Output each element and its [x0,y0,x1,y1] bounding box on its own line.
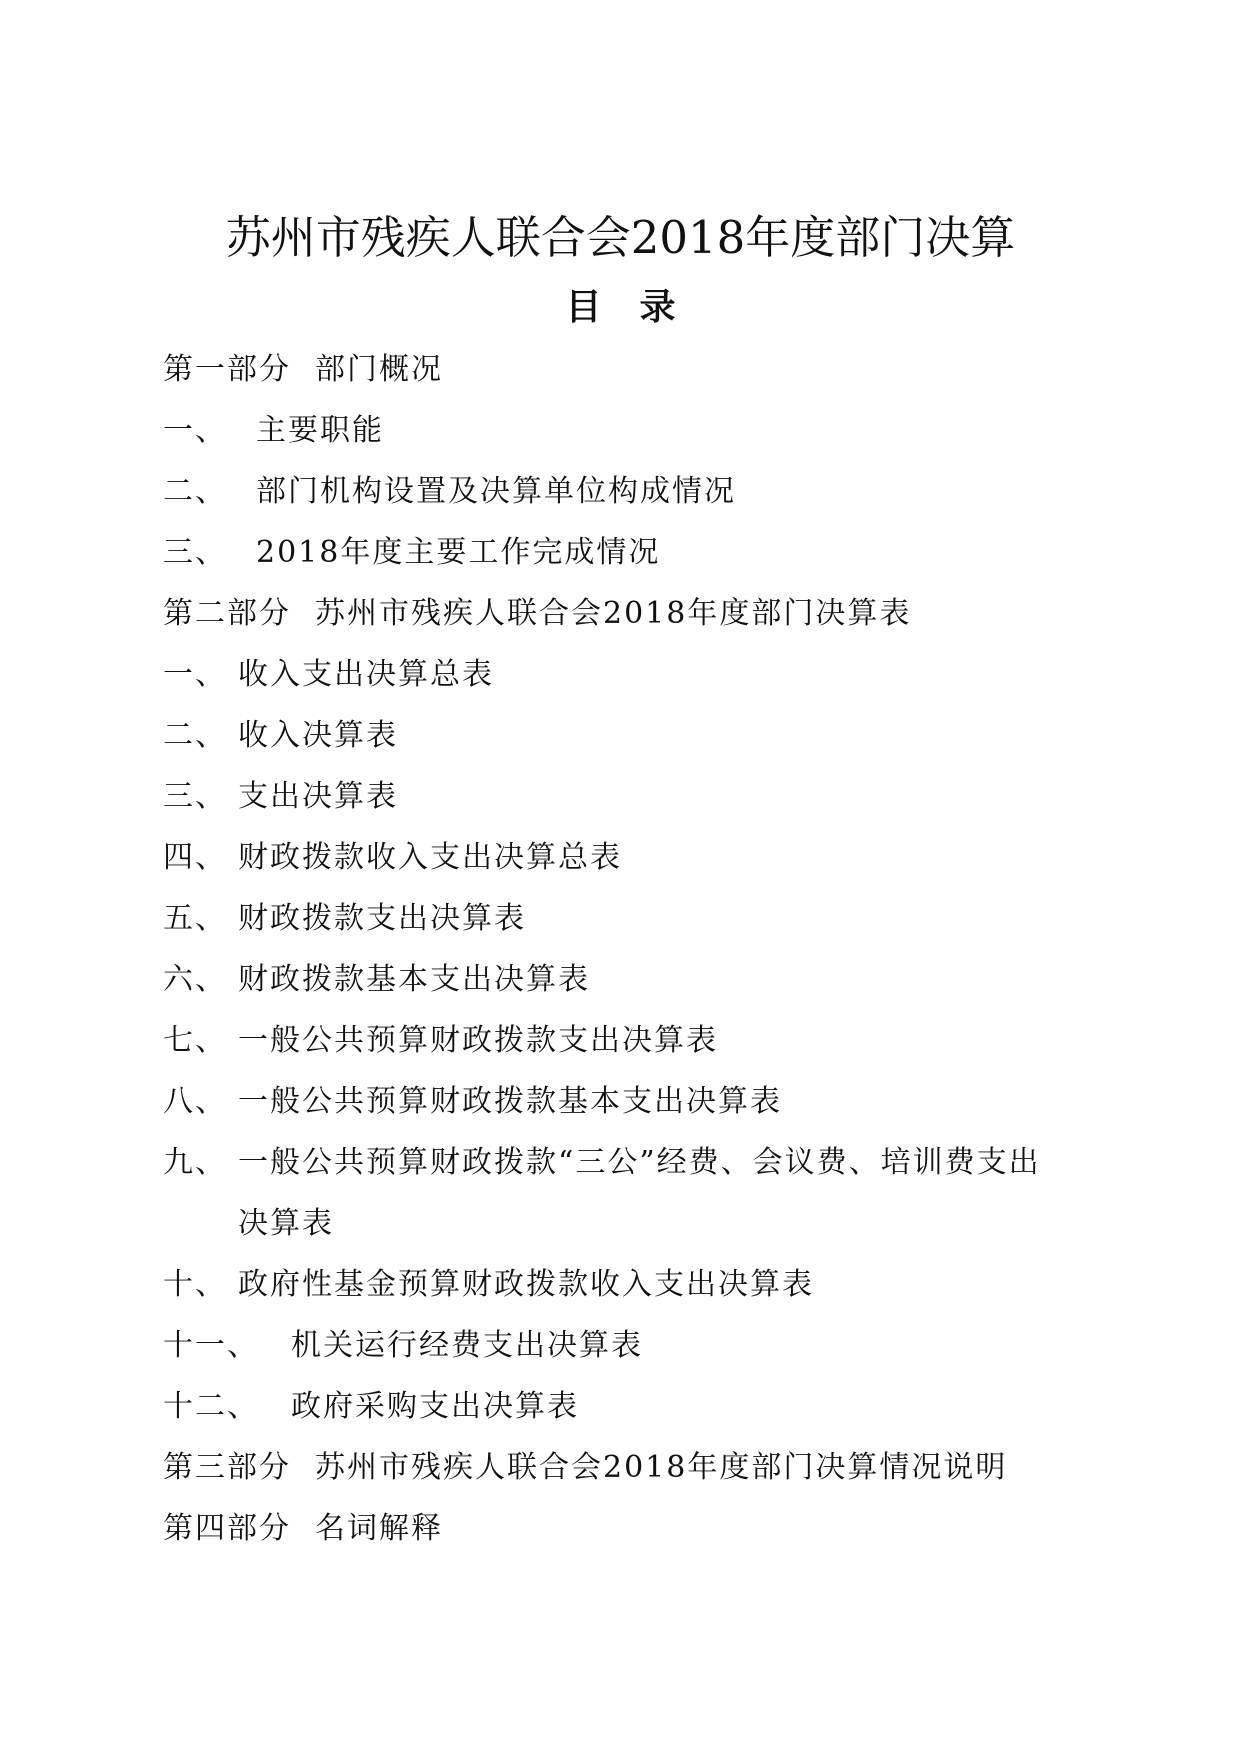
toc-item[interactable] [163,650,1093,711]
toc-text: 政府采购支出决算表 [291,1389,579,1424]
toc-item[interactable] [163,1260,1093,1321]
toc-heading: 目录 [565,287,714,328]
toc-number: 九、 [163,1145,227,1180]
toc-text: 支出决算表 [238,779,398,814]
document-title: 苏州市残疾人联合会2018年度部门决算 [225,211,1016,264]
toc-number: 第一部分 [163,352,291,387]
toc-number: 一、 [163,657,227,692]
toc-number: 二、 [163,474,227,509]
toc-text: 部门概况 [315,352,443,387]
toc-text: 收入决算表 [238,718,398,753]
toc-number: 三、 [163,535,227,570]
toc-item[interactable] [163,467,1093,528]
toc-number: 第三部分 [163,1450,291,1485]
toc-text: 财政拨款支出决算表 [238,901,526,936]
toc-text: 财政拨款收入支出决算总表 [238,840,622,875]
toc-text: 主要职能 [256,413,384,448]
toc-text: 机关运行经费支出决算表 [291,1328,643,1363]
toc-text: 部门机构设置及决算单位构成情况 [256,474,736,509]
toc-part-1[interactable] [163,345,1093,406]
toc-text: 名词解释 [315,1511,443,1546]
toc-number: 第四部分 [163,1511,291,1546]
toc-item[interactable] [163,894,1093,955]
toc-text: 一般公共预算财政拨款基本支出决算表 [238,1084,782,1119]
toc-number: 第二部分 [163,596,291,631]
toc-item[interactable] [163,1077,1093,1138]
toc-number: 十二、 [163,1389,259,1424]
toc-text: 一般公共预算财政拨款支出决算表 [238,1023,718,1058]
toc-item[interactable] [163,772,1093,833]
toc-number: 二、 [163,718,227,753]
toc-item[interactable] [163,528,1093,589]
table-of-contents [163,345,1093,1565]
toc-text: 2018年度主要工作完成情况 [256,535,661,570]
toc-text: 苏州市残疾人联合会2018年度部门决算表 [315,596,912,631]
toc-number: 七、 [163,1023,227,1058]
toc-number: 五、 [163,901,227,936]
toc-part-2[interactable] [163,589,1093,650]
toc-item-continuation[interactable] [163,1199,1093,1260]
toc-item[interactable] [163,406,1093,467]
toc-number: 三、 [163,779,227,814]
toc-number: 十一、 [163,1328,259,1363]
toc-text: 财政拨款基本支出决算表 [238,962,590,997]
toc-number: 八、 [163,1084,227,1119]
toc-item[interactable] [163,1138,1093,1199]
toc-number: 六、 [163,962,227,997]
toc-text: 决算表 [238,1206,334,1241]
toc-item[interactable] [163,1016,1093,1077]
toc-text: 政府性基金预算财政拨款收入支出决算表 [238,1267,814,1302]
toc-text: 苏州市残疾人联合会2018年度部门决算情况说明 [315,1450,1008,1485]
toc-item[interactable] [163,955,1093,1016]
toc-part-4[interactable] [163,1504,1093,1565]
toc-number: 四、 [163,840,227,875]
toc-text: 收入支出决算总表 [238,657,494,692]
toc-part-3[interactable] [163,1443,1093,1504]
toc-item[interactable] [163,1382,1093,1443]
toc-number: 十、 [163,1267,227,1302]
toc-item[interactable] [163,1321,1093,1382]
toc-number: 一、 [163,413,227,448]
toc-item[interactable] [163,711,1093,772]
toc-text: 一般公共预算财政拨款“三公”经费、会议费、培训费支出 [238,1145,1041,1180]
toc-item[interactable] [163,833,1093,894]
